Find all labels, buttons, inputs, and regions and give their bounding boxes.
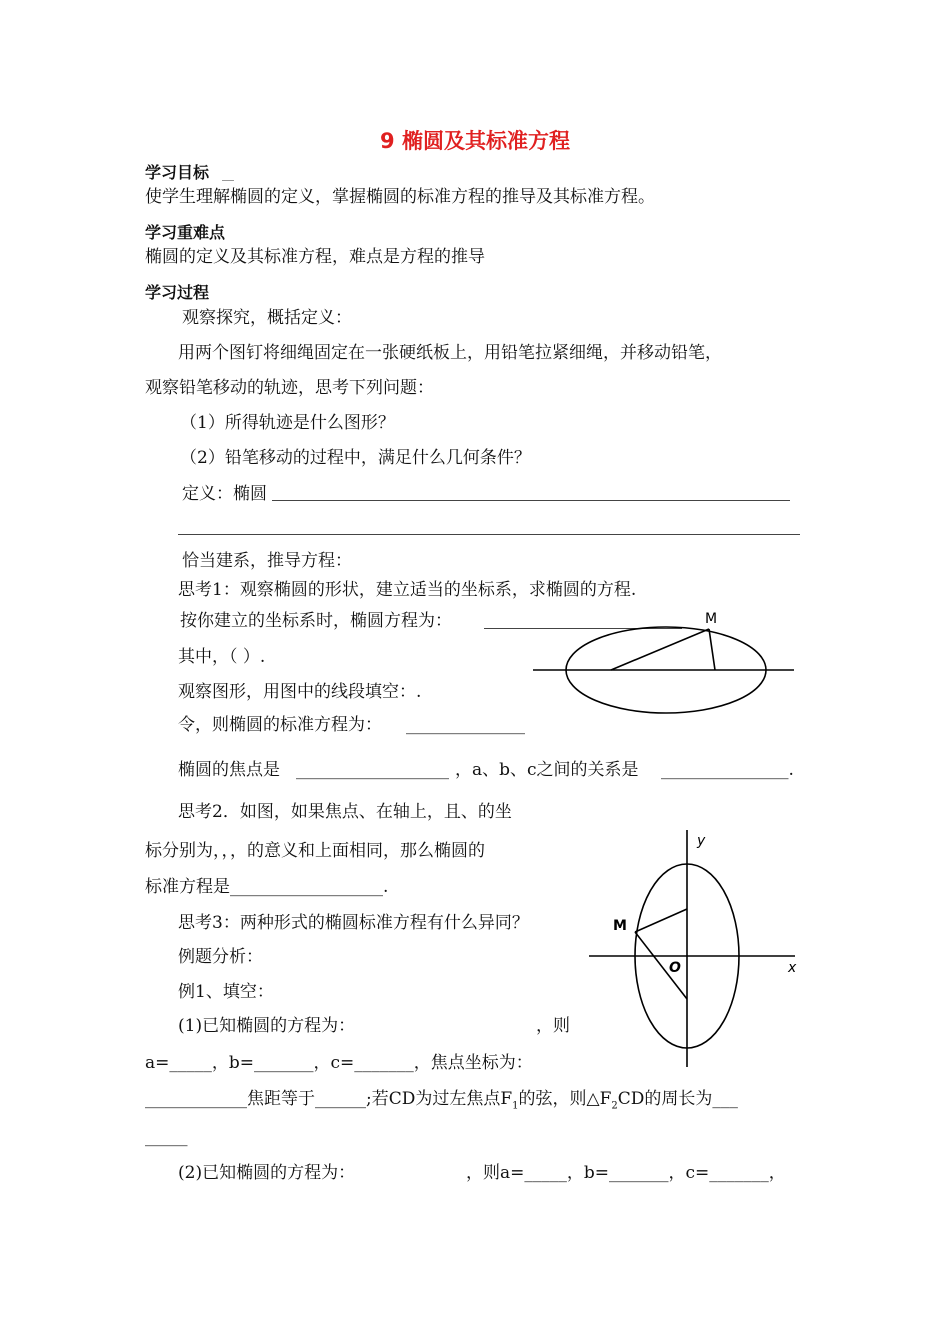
foci-line: 椭圆的焦点是 xyxy=(178,760,280,780)
ellipse-figure-horizontal xyxy=(525,605,800,715)
example-1-part-2: (2)已知椭圆的方程为： xyxy=(178,1163,356,1183)
paragraph-experiment-cont: 观察铅笔移动的轨迹，思考下列问题： xyxy=(145,378,434,398)
key-text: 椭圆的定义及其标准方程，难点是方程的推导 xyxy=(145,247,485,267)
y-axis-label: y xyxy=(697,833,706,849)
segment-m-f2 xyxy=(709,629,715,670)
point-m-label: M xyxy=(705,611,718,627)
example-1: 例1、填空： xyxy=(178,982,274,1002)
think-2: 思考2．如图，如果焦点、在轴上，且、的坐 xyxy=(178,802,512,822)
definition-blank-1 xyxy=(272,500,790,501)
question-1: （1）所得轨迹是什么图形？ xyxy=(180,413,395,433)
abc-relation-blank: _______________. xyxy=(661,760,794,780)
standard-equation-blank: ______________ xyxy=(406,715,525,735)
process-heading: 学习过程 xyxy=(145,283,210,302)
point-m-label: M xyxy=(613,918,627,934)
segment-f1-m xyxy=(611,629,709,670)
think-2-cont: 标分别为，，，的意义和上面相同，那么椭圆的 xyxy=(145,841,485,861)
example-1-focal-line: ____________焦距等于______;若CD为过左焦点$F_1$的弦，则$\triangle F_2CD$的周长为___ xyxy=(145,1089,738,1112)
where-line: 其中，（ ）. xyxy=(178,647,266,667)
example-1-part-1: (1)已知椭圆的方程为： xyxy=(178,1016,356,1036)
example-1-abc-blanks: a=_____，b=_______，c=_______，焦点坐标为： xyxy=(145,1053,533,1073)
paragraph-experiment: 用两个图钉将细绳固定在一张硬纸板上，用铅笔拉紧细绳，并移动铅笔， xyxy=(178,343,722,363)
x-axis-label: x xyxy=(788,960,797,976)
think-2-equation: 标准方程是__________________. xyxy=(145,877,389,897)
foci-blank: __________________ xyxy=(296,760,449,780)
example-analysis: 例题分析： xyxy=(178,947,263,967)
paragraph-observe: 观察探究，概括定义： xyxy=(182,308,352,328)
origin-label: O xyxy=(669,960,681,976)
segment-fill-line: 观察图形，用图中的线段填空：. xyxy=(178,682,422,702)
standard-equation-line: 令，则椭圆的标准方程为： xyxy=(178,715,382,735)
equation-prompt: 按你建立的坐标系时，椭圆方程为： xyxy=(180,611,452,631)
definition-blank-2 xyxy=(178,534,800,535)
example-1-part-1-then: ，则 xyxy=(536,1016,570,1036)
think-3: 思考3：两种形式的椭圆标准方程有什么异同？ xyxy=(178,913,529,933)
heading-underline-mark xyxy=(222,180,234,181)
definition-label: 定义：椭圆 xyxy=(182,484,267,504)
think-1: 思考1：观察椭圆的形状，建立适当的坐标系，求椭圆的方程. xyxy=(178,580,637,600)
segment-m-f2-upper xyxy=(635,909,687,932)
key-heading: 学习重难点 xyxy=(145,223,226,242)
page-title: 9 椭圆及其标准方程 xyxy=(380,129,570,153)
paragraph-coordinate: 恰当建系，推导方程： xyxy=(182,551,352,571)
example-1-perimeter-blank: _____ xyxy=(145,1127,188,1147)
abc-relation-label: ，a、b、c之间的关系是 xyxy=(455,760,639,780)
goal-heading: 学习目标 xyxy=(145,163,210,182)
question-2: （2）铅笔移动的过程中，满足什么几何条件？ xyxy=(180,448,531,468)
ellipse-figure-vertical xyxy=(585,825,810,1070)
example-1-part-2-blanks: ，则a=_____，b=_______，c=_______， xyxy=(466,1163,786,1183)
goal-text: 使学生理解椭圆的定义，掌握椭圆的标准方程的推导及其标准方程。 xyxy=(145,187,655,207)
